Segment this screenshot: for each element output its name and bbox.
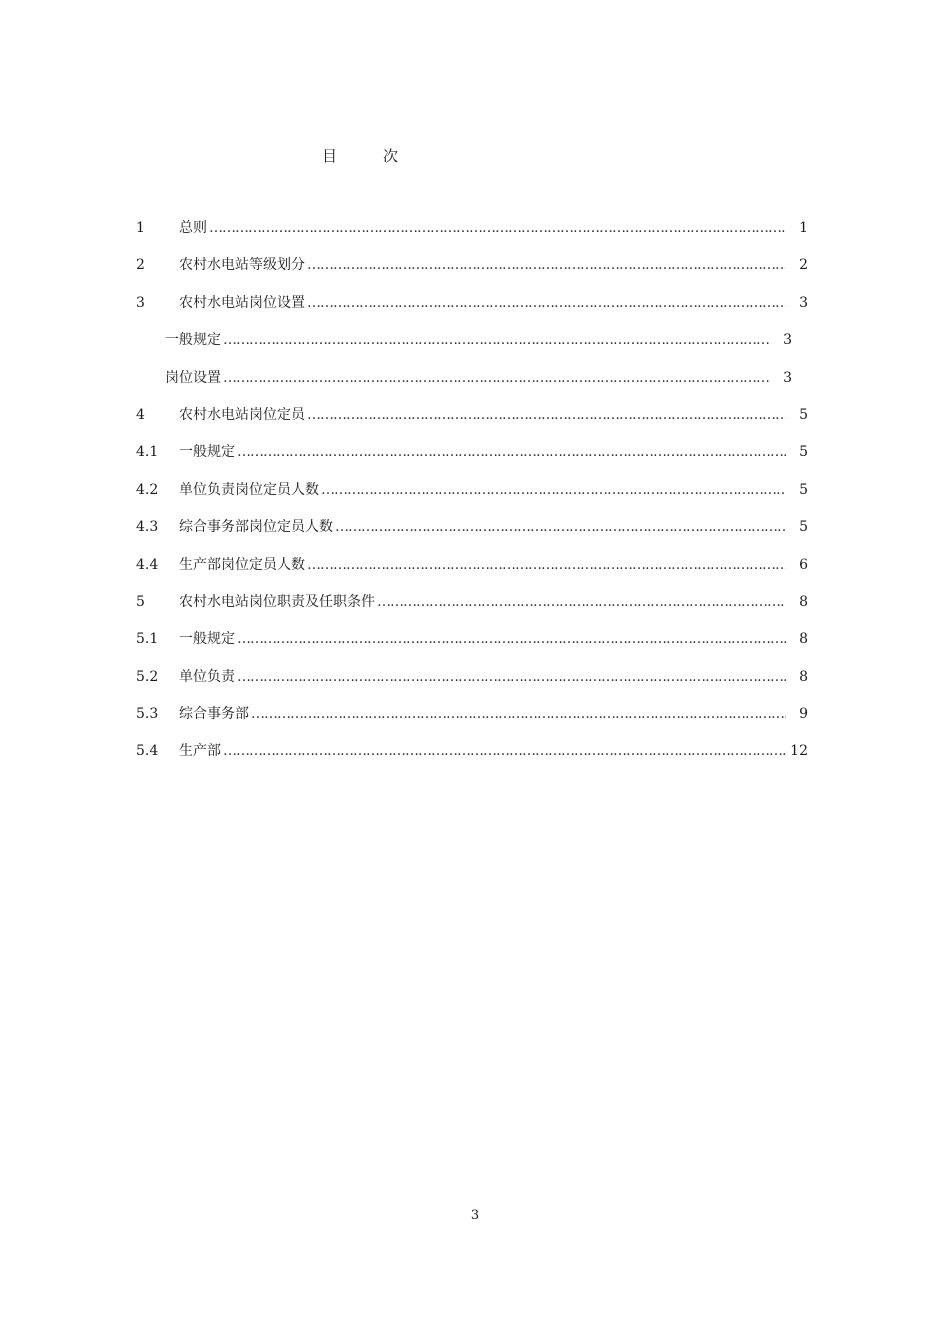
dot-leader: [237, 442, 786, 462]
dot-leader: [377, 592, 786, 612]
toc-entry[interactable]: [136, 368, 808, 405]
page-number: 3: [470, 1208, 480, 1223]
toc-entry-number: 4.3: [136, 519, 159, 536]
toc-title-left: 目: [322, 147, 338, 165]
toc-entry-label: 一般规定: [179, 631, 235, 648]
toc-entry-number: 5: [136, 593, 145, 610]
toc-entry[interactable]: [136, 442, 808, 479]
dot-leader: [307, 555, 786, 575]
toc-entry-body: [179, 741, 808, 761]
toc-entry-label: 单位负责岗位定员人数: [179, 481, 319, 498]
toc-entry-body: [179, 592, 808, 612]
toc-entry[interactable]: [136, 405, 808, 442]
toc-entry-page: 8: [799, 593, 808, 610]
dot-leader: [335, 517, 786, 537]
toc-entry-label: 农村水电站等级划分: [179, 257, 305, 274]
toc-entry-number: 4: [136, 406, 145, 423]
toc-entry-number: 5.4: [136, 743, 159, 760]
toc-entry-page: 1: [799, 220, 808, 236]
toc-entry-label: 生产部: [179, 743, 221, 760]
toc-entry-body: [179, 667, 808, 687]
toc-entry-number: 3: [136, 294, 145, 311]
toc-entry-number: 4.1: [136, 444, 159, 461]
toc-entry-number: 5.1: [136, 631, 159, 648]
toc-entry-page: 12: [790, 743, 808, 760]
toc-title-right: 次: [383, 147, 399, 165]
toc-entry-page: 2: [799, 257, 808, 274]
dot-leader: [223, 741, 786, 761]
toc-entry[interactable]: [136, 667, 808, 704]
toc-entry-page: 5: [799, 406, 808, 423]
toc-entry-number: 4.4: [136, 556, 159, 573]
toc-entry[interactable]: [136, 704, 808, 741]
toc-entry[interactable]: [136, 629, 808, 666]
dot-leader: [321, 480, 786, 500]
toc-entry-number: 5.3: [136, 706, 159, 723]
toc-entry-label: 农村水电站岗位职责及任职条件: [179, 593, 375, 610]
toc-entry[interactable]: [136, 517, 808, 554]
toc-entry[interactable]: [136, 255, 808, 292]
table-of-contents: [136, 218, 808, 779]
toc-entry-body: [165, 330, 808, 350]
toc-entry-body: [179, 629, 808, 649]
toc-entry-body: [179, 218, 808, 238]
toc-entry-label: 综合事务部岗位定员人数: [179, 519, 333, 536]
toc-entry-page: 6: [799, 556, 808, 573]
toc-entry-label: 单位负责: [179, 668, 235, 685]
toc-entry-label: 总则: [179, 220, 207, 236]
toc-entry-page: 3: [783, 332, 792, 349]
toc-entry-body: [179, 517, 808, 537]
toc-entry-label: 农村水电站岗位设置: [179, 294, 305, 311]
toc-title: [322, 145, 398, 166]
toc-entry-body: [179, 480, 808, 500]
toc-entry[interactable]: [136, 293, 808, 330]
dot-leader: [251, 704, 786, 724]
toc-entry-number: 2: [136, 257, 145, 274]
toc-entry-page: 3: [799, 294, 808, 311]
toc-entry-page: 5: [799, 481, 808, 498]
toc-entry-number: 5.2: [136, 668, 159, 685]
dot-leader: [307, 405, 786, 425]
dot-leader: [223, 330, 770, 350]
dot-leader: [209, 218, 786, 238]
toc-entry[interactable]: [136, 218, 808, 255]
toc-entry-body: [179, 704, 808, 724]
toc-entry[interactable]: [136, 555, 808, 592]
toc-entry-page: 9: [799, 706, 808, 723]
dot-leader: [223, 368, 770, 388]
dot-leader: [237, 629, 786, 649]
toc-entry-body: [179, 555, 808, 575]
toc-entry-label: 一般规定: [179, 444, 235, 461]
toc-entry-body: [179, 255, 808, 275]
toc-entry-page: 8: [799, 631, 808, 648]
toc-entry[interactable]: [136, 592, 808, 629]
dot-leader: [307, 293, 786, 313]
toc-entry-page: 8: [799, 668, 808, 685]
toc-entry-body: [179, 442, 808, 462]
toc-entry-label: 岗位设置: [165, 369, 221, 386]
toc-entry-body: [179, 405, 808, 425]
toc-entry-label: 农村水电站岗位定员: [179, 406, 305, 423]
toc-entry-page: 5: [799, 519, 808, 536]
dot-leader: [307, 255, 786, 275]
toc-entry-page: 3: [783, 369, 792, 386]
toc-entry-number: 1: [136, 220, 145, 236]
toc-entry-page: 5: [799, 444, 808, 461]
toc-entry-body: [165, 368, 808, 388]
toc-entry[interactable]: [136, 330, 808, 367]
toc-entry-label: 生产部岗位定员人数: [179, 556, 305, 573]
toc-entry[interactable]: [136, 741, 808, 778]
toc-entry-label: 综合事务部: [179, 706, 249, 723]
toc-entry-label: 一般规定: [165, 332, 221, 349]
dot-leader: [237, 667, 786, 687]
toc-entry-number: 4.2: [136, 481, 159, 498]
toc-entry-body: [179, 293, 808, 313]
toc-entry[interactable]: [136, 480, 808, 517]
